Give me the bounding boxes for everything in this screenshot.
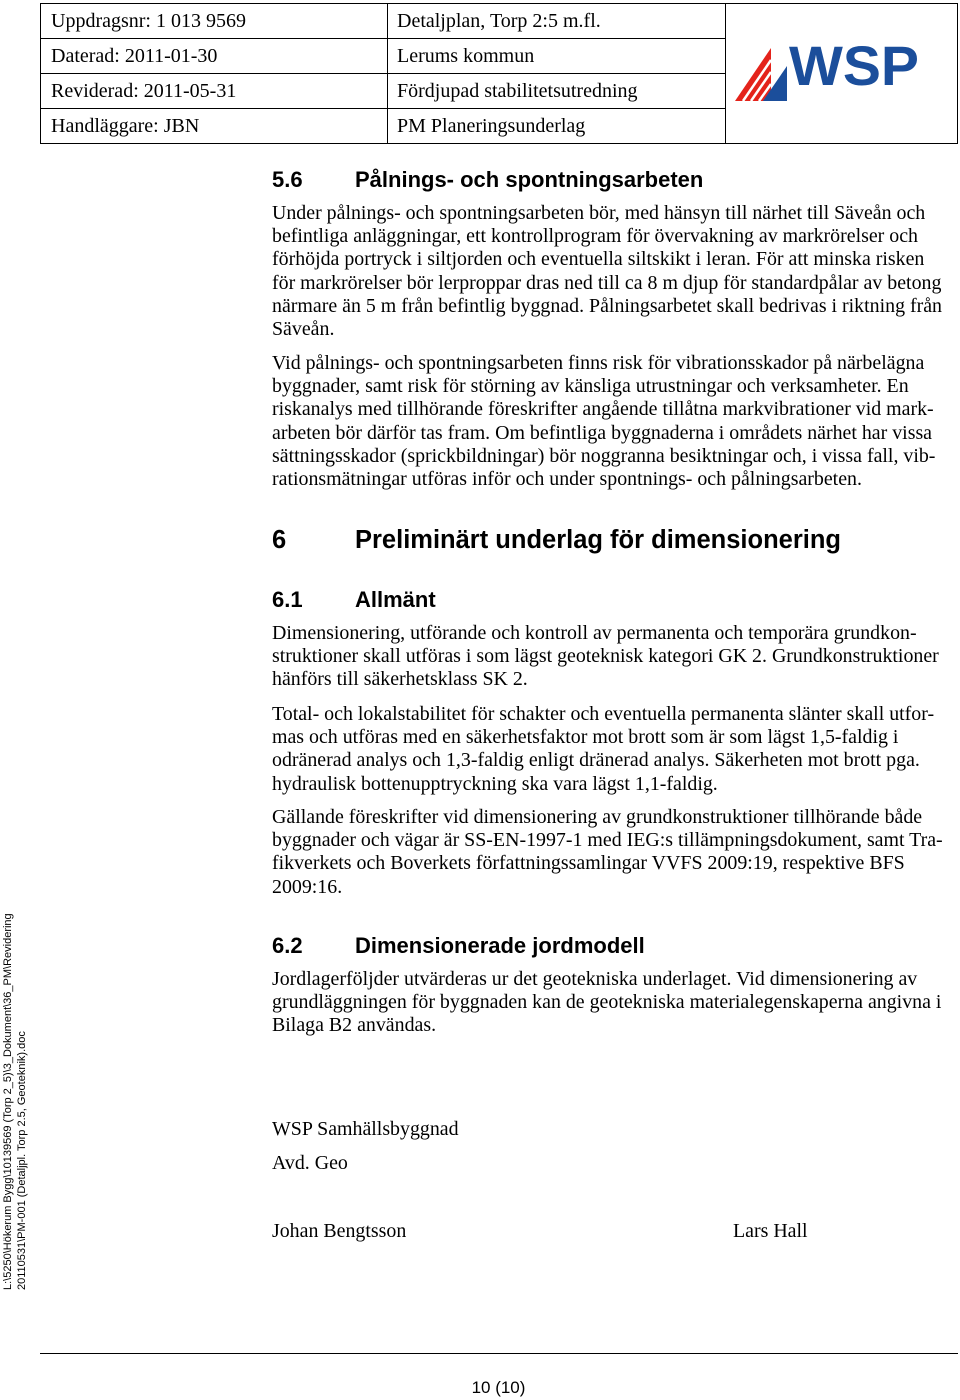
section-heading-5-6 bbox=[272, 167, 703, 193]
file-path-line: 20110531\PM-001 (Detaljpl. Torp 2.5, Geoteknik).doc bbox=[16, 1031, 28, 1290]
wsp-logo bbox=[733, 36, 923, 104]
section-title: Dimensionerade jordmodell bbox=[355, 933, 645, 958]
section-number: 5.6 bbox=[272, 167, 303, 192]
project-number: Uppdragsnr: 1 013 9569 bbox=[41, 4, 388, 39]
paragraph: Jordlagerföljder utvärderas ur det geotekniska underlaget. Vid dimensionering av grundläggningen för byggnaden kan de geotekniska materialegenskaperna angivna i Bilaga B2 användas. bbox=[272, 968, 942, 1037]
signer-name: Lars Hall bbox=[733, 1220, 808, 1242]
document-subtitle: Fördjupad stabilitetsutredning bbox=[388, 74, 726, 109]
paragraph: Total- och lokalstabilitet för schakter och eventuella permanenta slänter skall utfor- mas och utföras med en säkerhetsfaktor mot brott som är som lägst 1,5-faldig i odränerad analys och 1,3-faldig enligt dränerad analys. Säkerheten mot brott pga. hydraulisk bottenupptryckning ska vara lägst 1,1-faldig. bbox=[272, 703, 935, 795]
footer-divider bbox=[40, 1353, 958, 1354]
paragraph: Dimensionering, utförande och kontroll av permanenta och temporära grundkon- struktioner skall utföras i som lägst geoteknisk kategori GK 2. Grundkonstruktioner hänförs till säkerhetsklass SK 2. bbox=[272, 622, 939, 691]
section-heading-6-2 bbox=[272, 933, 645, 959]
municipality: Lerums kommun bbox=[388, 39, 726, 74]
signature-department: Avd. Geo bbox=[272, 1152, 348, 1174]
section-heading-6 bbox=[272, 525, 841, 555]
section-title: Preliminärt underlag för dimensionering bbox=[355, 526, 841, 554]
section-title: Pålnings- och spontningsarbeten bbox=[355, 167, 704, 192]
date-revised: Reviderad: 2011-05-31 bbox=[41, 74, 388, 109]
file-path-margin-note bbox=[1, 870, 29, 1290]
paragraph: Gällande föreskrifter vid dimensionering av grundkonstruktioner tillhörande både byggnader och vägar är SS-EN-1997-1 med IEG:s tillämpningsdokument, samt Tra- fikverkets och Boverkets författningssamlingar VVFS 2009:19, respektive BFS 2009:16. bbox=[272, 806, 943, 898]
logo-wordmark: WSP bbox=[789, 36, 919, 97]
paragraph: Under pålnings- och spontningsarbeten bör, med hänsyn till närhet till Säveån och befintliga anläggningar, ett kontrollprogram för övervakning av markrörelser och förhöjda portryck i siltjorden och eventuella siltskikt i leran. För att minska risken för markrörelser bör lerproppar dras ned till ca 8 m djup för standardpålar av betong närmare än 5 m från befintlig byggnad. Pålningsarbetet skall bedrivas i riktning från Säveån. bbox=[272, 202, 943, 341]
section-heading-6-1 bbox=[272, 587, 436, 613]
signer-name: Johan Bengtsson bbox=[272, 1220, 407, 1242]
date-created: Daterad: 2011-01-30 bbox=[41, 39, 388, 74]
document-type: PM Planeringsunderlag bbox=[388, 109, 726, 143]
document-header-table bbox=[40, 3, 958, 144]
signature-company: WSP Samhällsbyggnad bbox=[272, 1118, 459, 1140]
section-number: 6 bbox=[272, 526, 287, 554]
section-number: 6.2 bbox=[272, 933, 303, 958]
page-number: 10 (10) bbox=[471, 1378, 526, 1397]
file-path-line: L:\5250\Hökerum Bygg\10139569 (Torp 2_5)\3_Dokument\36_PM\Revidering bbox=[2, 913, 14, 1290]
section-title: Allmänt bbox=[355, 587, 436, 612]
section-number: 6.1 bbox=[272, 587, 303, 612]
logo-cell bbox=[726, 4, 957, 143]
case-handler: Handläggare: JBN bbox=[41, 109, 388, 143]
paragraph: Vid pålnings- och spontningsarbeten finns risk för vibrationsskador på närbelägna byggnader, samt risk för störning av känsliga utrustningar och verksamheter. En riskanalys med tillhörande föreskrifter angående tillåtna markvibrationer vid mark- arbeten bör därför tas fram. Om befintliga byggnaderna i områdets närhet har vissa sättningsskador (sprickbildningar) bör noggranna besiktningar och, i vissa fall, vib- rationsmätningar utföras inför och under spontnings- och pålningsarbeten. bbox=[272, 352, 936, 491]
project-title: Detaljplan, Torp 2:5 m.fl. bbox=[388, 4, 726, 39]
